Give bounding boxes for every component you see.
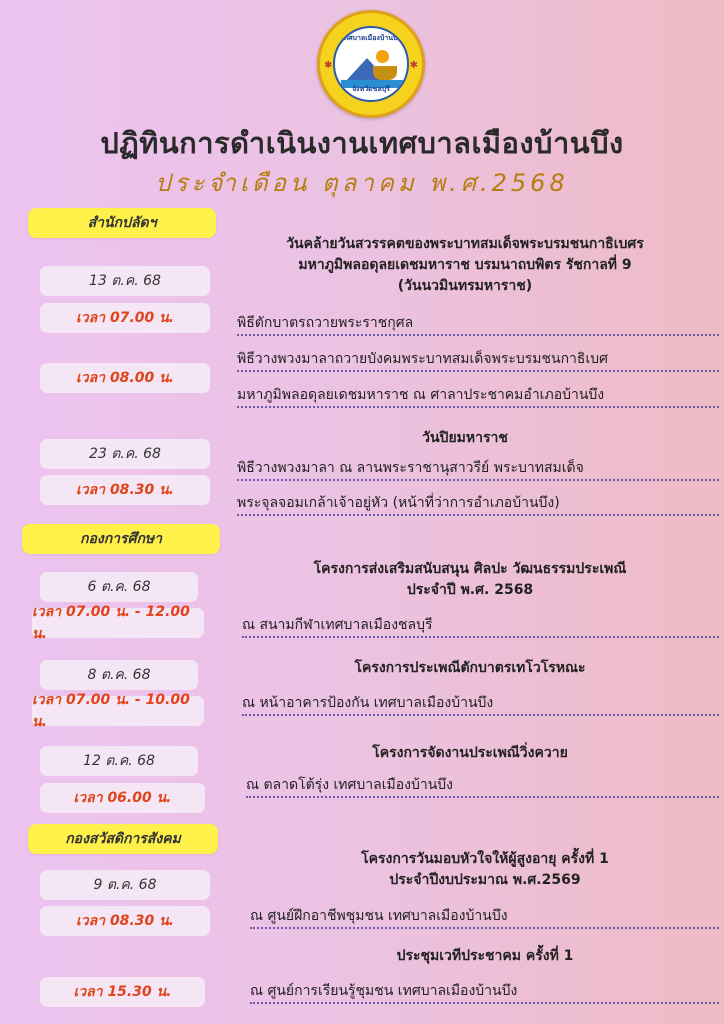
event-detail: มหาภูมิพลอดุลยเดชมหาราช ณ ศาลาประชาคมอำเภอบ้านบึง xyxy=(237,384,719,408)
section-header-social-welfare: กองสวัสดิการสังคม xyxy=(28,824,218,854)
event-detail: ณ ศูนย์ฝึกอาชีพชุมชน เทศบาลเมืองบ้านบึง xyxy=(250,905,719,929)
event-title-line: โครงการวันมอบหัวใจให้ผู้สูงอายุ ครั้งที่ 1 xyxy=(361,851,609,867)
event-title-line: วันคล้ายวันสวรรคตของพระบาทสมเด็จพระบรมชนกาธิเบศร xyxy=(286,236,644,252)
event-date: 13 ต.ค. 68 xyxy=(40,266,210,296)
page-title: ปฏิทินการดำเนินงานเทศบาลเมืองบ้านบึง xyxy=(100,126,624,160)
logo-emblem xyxy=(333,26,409,102)
municipality-logo xyxy=(317,10,425,118)
event-date: 12 ต.ค. 68 xyxy=(40,746,198,776)
event-time: เวลา 07.00 น. - 12.00 น. xyxy=(32,608,204,638)
event-date: 6 ต.ค. 68 xyxy=(40,572,198,602)
section-header-office: สำนักปลัดฯ xyxy=(28,208,216,238)
event-title-line: มหาภูมิพลอดุลยเดชมหาราช บรมนาถบพิตร รัชกาลที่ 9 xyxy=(298,257,632,273)
event-time: เวลา 08.00 น. xyxy=(40,363,210,393)
event-time: เวลา 08.30 น. xyxy=(40,906,210,936)
event-title: ประชุมเวทีประชาคม ครั้งที่ 1 xyxy=(396,948,574,964)
event-time: เวลา 07.00 น. xyxy=(40,303,210,333)
event-title-line: ประจำปีงบประมาณ พ.ศ.2569 xyxy=(389,872,581,888)
event-detail: พิธีวางพวงมาลา ณ ลานพระราชานุสาวรีย์ พระบาทสมเด็จ xyxy=(237,457,719,481)
event-title xyxy=(260,849,710,891)
event-title xyxy=(230,234,700,297)
event-title xyxy=(240,559,700,601)
event-detail: พิธีตักบาตรถวายพระราชกุศล xyxy=(237,312,719,336)
event-date: 9 ต.ค. 68 xyxy=(40,870,210,900)
event-time: เวลา 15.30 น. xyxy=(40,977,205,1007)
event-title: วันปิยมหาราช xyxy=(422,430,508,446)
event-date: 8 ต.ค. 68 xyxy=(40,660,198,690)
event-detail: พิธีวางพวงมาลาถวายบังคมพระบาทสมเด็จพระบรมชนกาธิเบศ xyxy=(237,348,719,372)
event-title: โครงการประเพณีตักบาตรเทโวโรหณะ xyxy=(354,660,586,676)
event-time: เวลา 08.30 น. xyxy=(40,475,210,505)
event-detail: พระจุลจอมเกล้าเจ้าอยู่หัว (หน้าที่ว่าการอำเภอบ้านบึง) xyxy=(237,492,719,516)
section-header-education: กองการศึกษา xyxy=(22,524,220,554)
event-date: 23 ต.ค. 68 xyxy=(40,439,210,469)
logo-top-text: เทศบาลเมืองบ้านบึง xyxy=(341,34,401,42)
event-title: โครงการจัดงานประเพณีวิ่งควาย xyxy=(372,745,568,761)
event-detail: ณ หน้าอาคารป้องกัน เทศบาลเมืองบ้านบึง xyxy=(242,692,719,716)
logo-bottom-text: จังหวัดชลบุรี xyxy=(352,85,390,93)
page-subtitle: ประจำเดือน ตุลาคม พ.ศ.2568 xyxy=(155,169,569,197)
event-detail: ณ ตลาดโต้รุ่ง เทศบาลเมืองบ้านบึง xyxy=(246,774,719,798)
logo-star-icon: ✱ xyxy=(324,60,333,71)
event-title-line: โครงการส่งเสริมสนับสนุน ศิลปะ วัฒนธรรมประเพณี xyxy=(313,561,627,577)
event-detail: ณ ศูนย์การเรียนรู้ชุมชน เทศบาลเมืองบ้านบึง xyxy=(250,980,719,1004)
logo-boat-icon xyxy=(373,66,397,80)
logo-star-icon: ✱ xyxy=(409,60,418,71)
event-title-line: (วันนวมินทรมหาราช) xyxy=(397,278,533,294)
event-time: เวลา 07.00 น. - 10.00 น. xyxy=(32,696,204,726)
event-title-line: ประจำปี พ.ศ. 2568 xyxy=(406,582,534,598)
event-detail: ณ สนามกีฬาเทศบาลเมืองชลบุรี xyxy=(242,614,719,638)
event-time: เวลา 06.00 น. xyxy=(40,783,205,813)
